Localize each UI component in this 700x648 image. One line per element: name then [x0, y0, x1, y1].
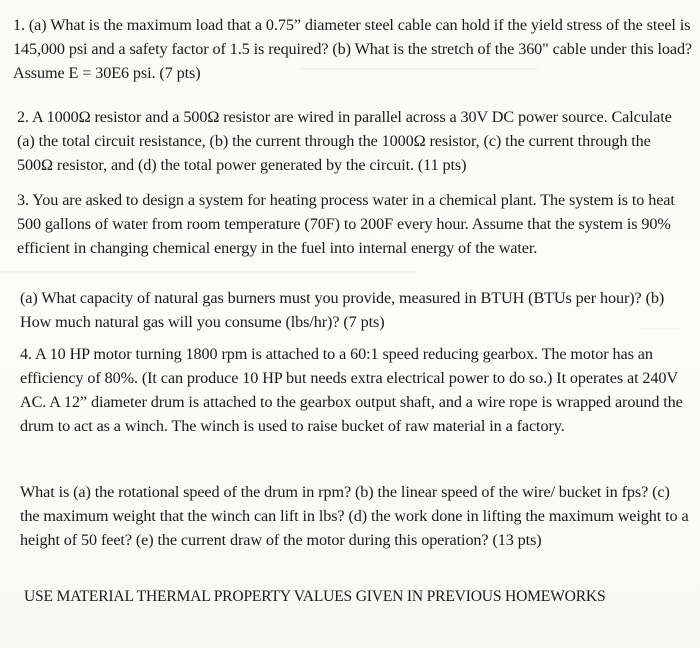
question-1: 1. (a) What is the maximum load that a 0.75” diameter steel cable can hold if the yield stress of the steel is 145,000 psi and a safety factor of 1.5 is required? (b) What is the stretch of the 360" cable under this load? Assume E = 30E6 psi. (7 pts): [13, 16, 693, 82]
question-2: 2. A 1000Ω resistor and a 500Ω resistor are wired in parallel across a 30V DC power source. Calculate (a) the total circuit resistance, (b) the current through the 1000Ω resistor, (c) the current through the 500Ω resistor, and (d) the total power generated by the circuit. (11 pts): [17, 108, 672, 174]
footer-note: USE MATERIAL THERMAL PROPERTY VALUES GIVEN IN PREVIOUS HOMEWORKS: [24, 588, 606, 605]
bleed-through-mark: ────: [640, 322, 680, 337]
question-4-intro: 4. A 10 HP motor turning 1800 rpm is attached to a 60:1 speed reducing gearbox. The motor has an efficiency of 80%. (It can produce 10 HP but needs extra electrical power to do so.) It operates at 240V AC. A 12” diameter drum is attached to the gearbox output shaft, and a wire rope is wrapped around the drum to act as a winch. The winch is used to raise bucket of raw material in a factory.: [20, 345, 683, 435]
question-3-intro: 3. You are asked to design a system for heating process water in a chemical plant. The system is to heat 500 gallons of water from room temperature (70F) to 200F every hour. Assume that the system is 90% efficient in changing chemical energy in the fuel into internal energy of the water.: [17, 191, 675, 257]
bleed-through-mark: ──────────────────────────────────────────: [0, 265, 417, 280]
question-3-parts: (a) What capacity of natural gas burners must you provide, measured in BTUH (BTUs per hour)? (b) How much natural gas will you consume (lbs/hr)? (7 pts): [20, 289, 665, 331]
question-4-parts: What is (a) the rotational speed of the drum in rpm? (b) the linear speed of the wire/ bucket in fps? (c) the maximum weight that the winch can lift in lbs? (d) the work done in lifting the maximum weight to a height of 50 feet? (e) the current draw of the motor during this operation? (13 pts): [20, 483, 689, 549]
bleed-through-mark: ────────────────────────: [300, 62, 539, 77]
